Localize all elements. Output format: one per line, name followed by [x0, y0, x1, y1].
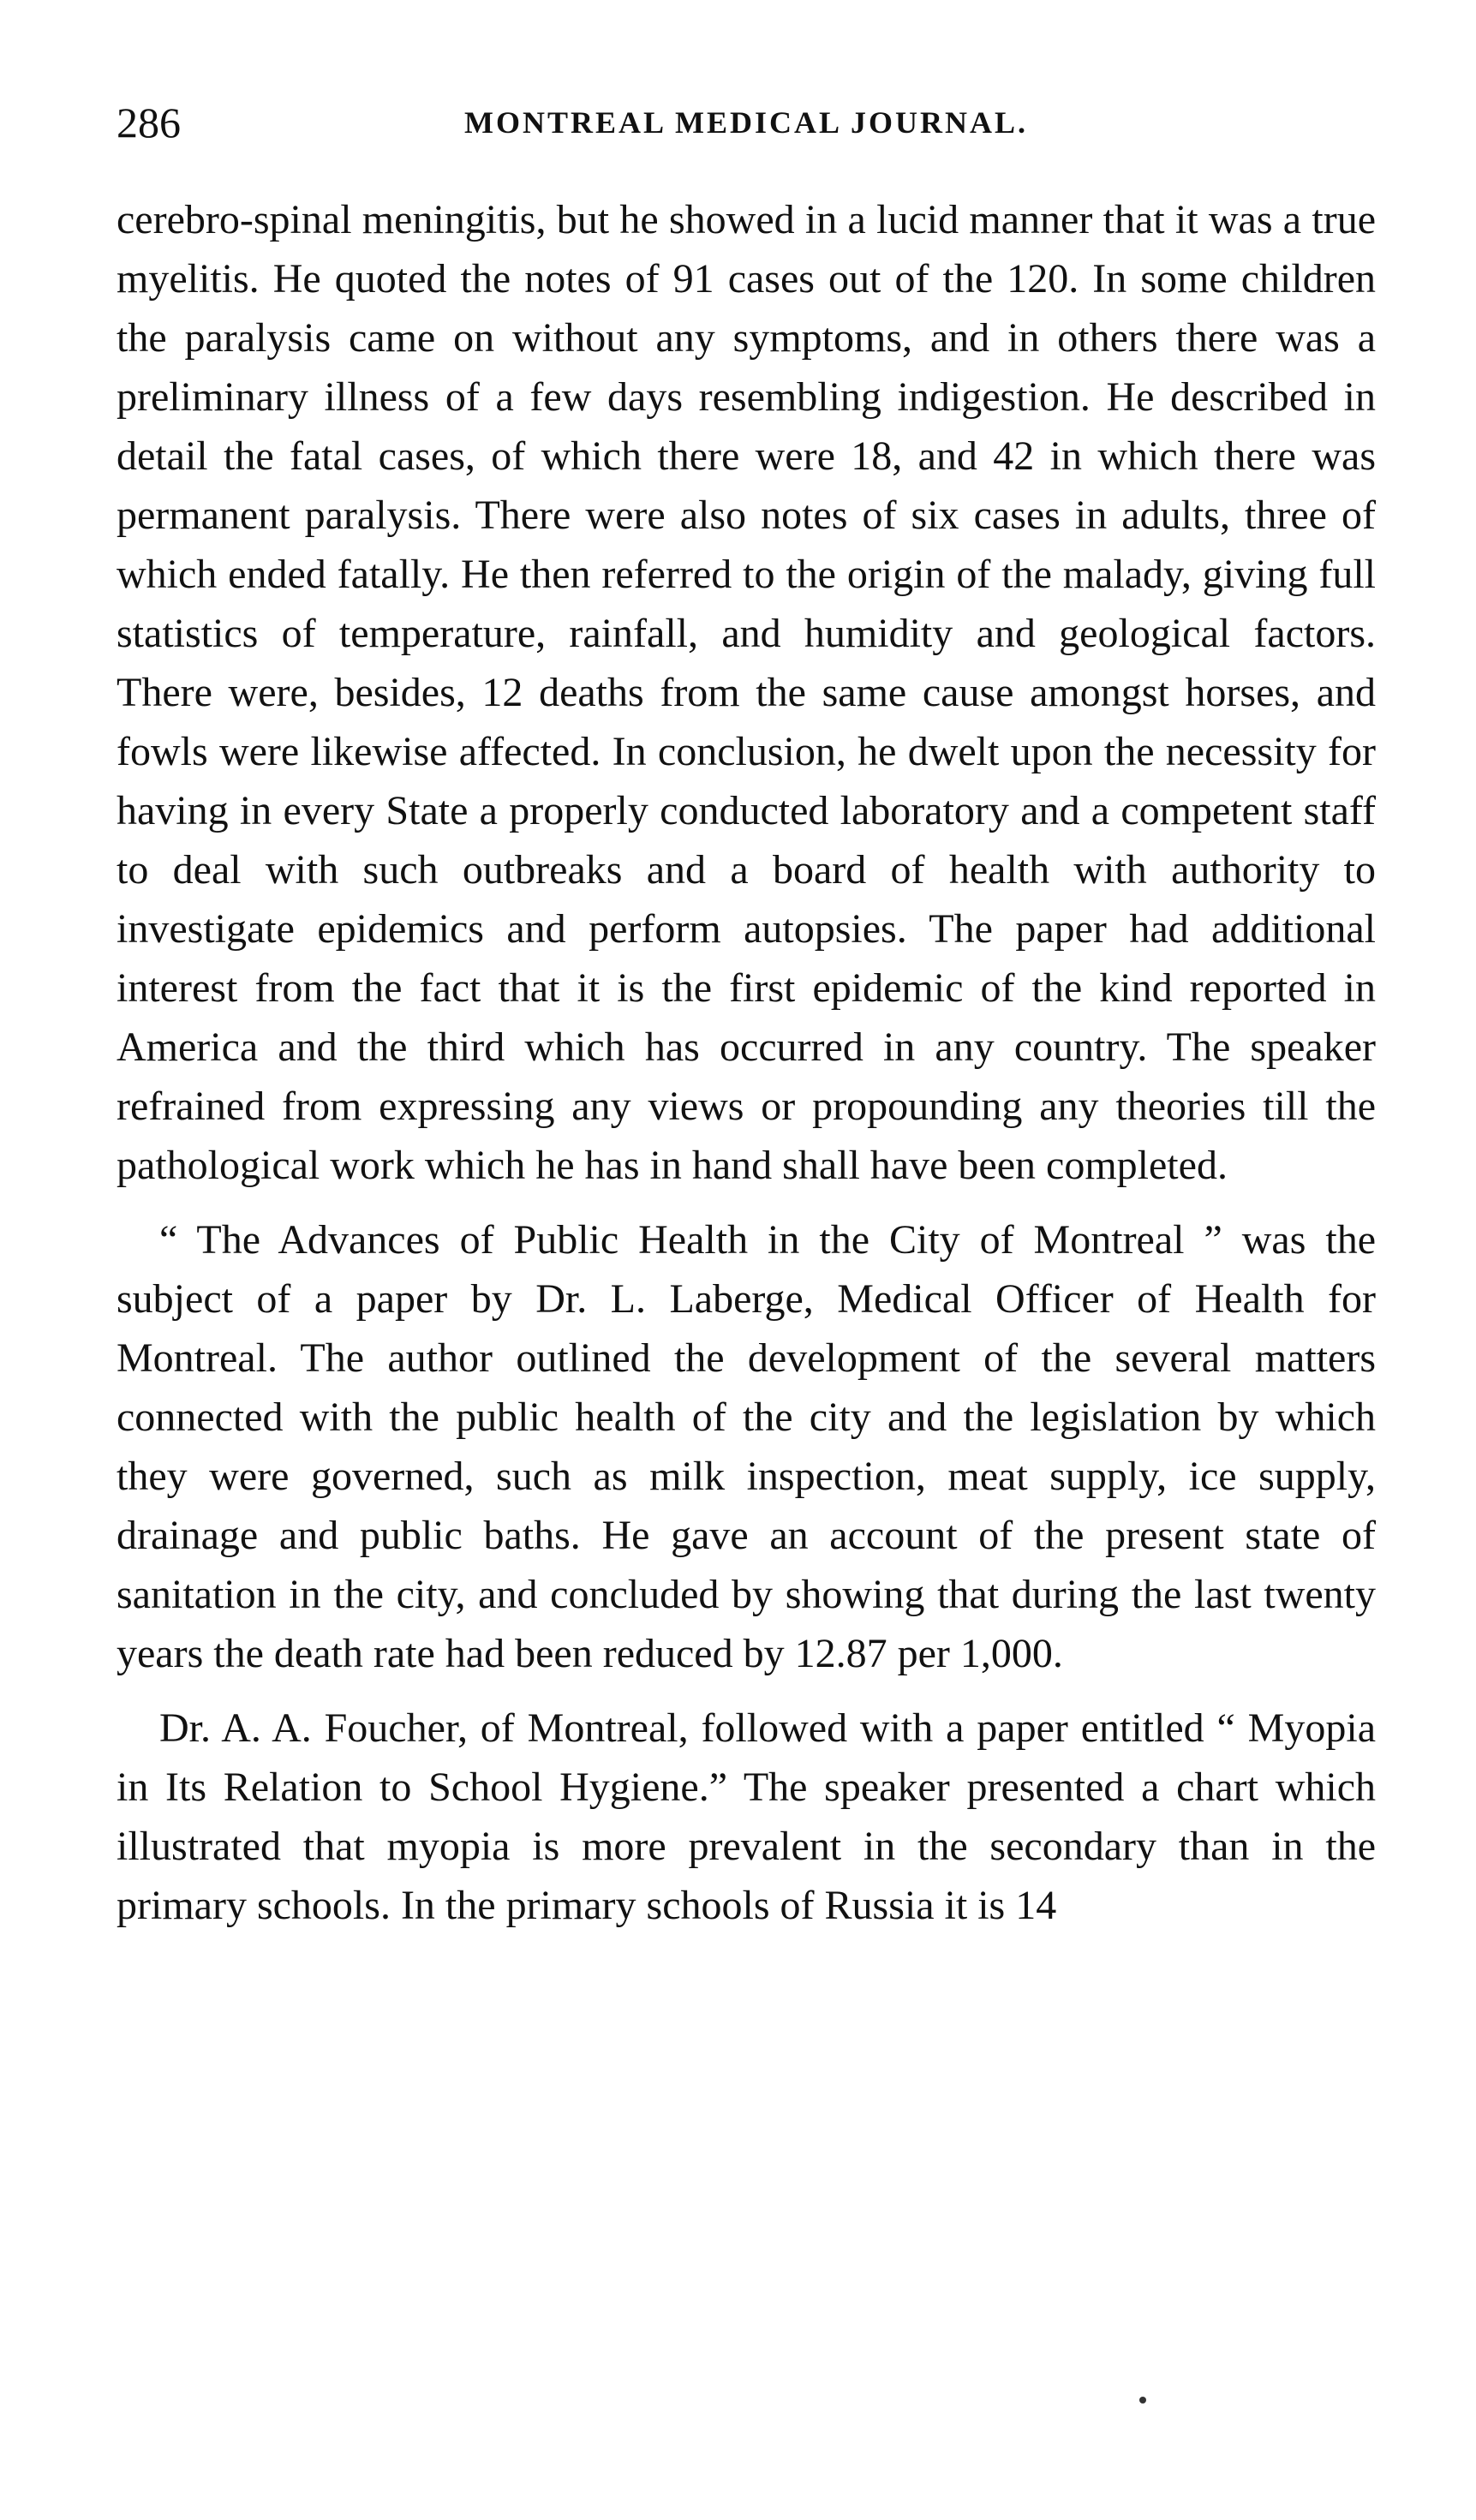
paragraph-public-health-montreal: “ The Advances of Public Health in the City of Montreal ” was the subject of a paper by Dr. L. Laberge, Medical Officer of Health for Montreal. The author outlined the development of the several matters connected with the public health of the city and the legislation by which they were governed, such as milk inspection, meat supply, ice supply, drainage and public baths. He gave an account of the present state of sanitation in the city, and concluded by showing that during the last twenty years the death rate had been reduced by 12.87 per 1,000.	[117, 1217, 1376, 1676]
paragraph-myopia-school-hygiene: Dr. A. A. Foucher, of Montreal, followed with a paper entitled “ Myopia in Its Relation to School Hygiene.” The speaker presented a chart which illustrated that myopia is more prevalent in the secondary than in the primary schools. In the primary schools of Russia it is 14	[117, 1705, 1376, 1928]
article-body	[117, 190, 1376, 1935]
paragraph-myelitis-report: cerebro-spinal meningitis, but he showed in a lucid manner that it was a true myelitis. He quoted the notes of 91 cases out of the 120. In some children the paralysis came on without any symptoms, and in others there was a preliminary illness of a few days resembling indigestion. He described in detail the fatal cases, of which there were 18, and 42 in which there was permanent paralysis. There were also notes of six cases in adults, three of which ended fatally. He then referred to the origin of the malady, giving full statistics of temperature, rainfall, and humidity and geological factors. There were, besides, 12 deaths from the same cause amongst horses, and fowls were likewise affected. In conclusion, he dwelt upon the necessity for having in every State a properly conducted laboratory and a competent staff to deal with such outbreaks and a board of health with authority to investigate epidemics and perform autopsies. The paper had additional interest from the fact that it is the first epidemic of the kind reported in America and the third which has occurred in any country. The speaker refrained from expressing any views or propounding any theories till the pathological work which he has in hand shall have been completed.	[117, 197, 1376, 1188]
printer-mark	[1139, 2397, 1146, 2404]
running-head: MONTREAL MEDICAL JOURNAL.	[463, 105, 1029, 140]
page-number: 286	[117, 99, 181, 146]
page-header	[117, 93, 1376, 152]
